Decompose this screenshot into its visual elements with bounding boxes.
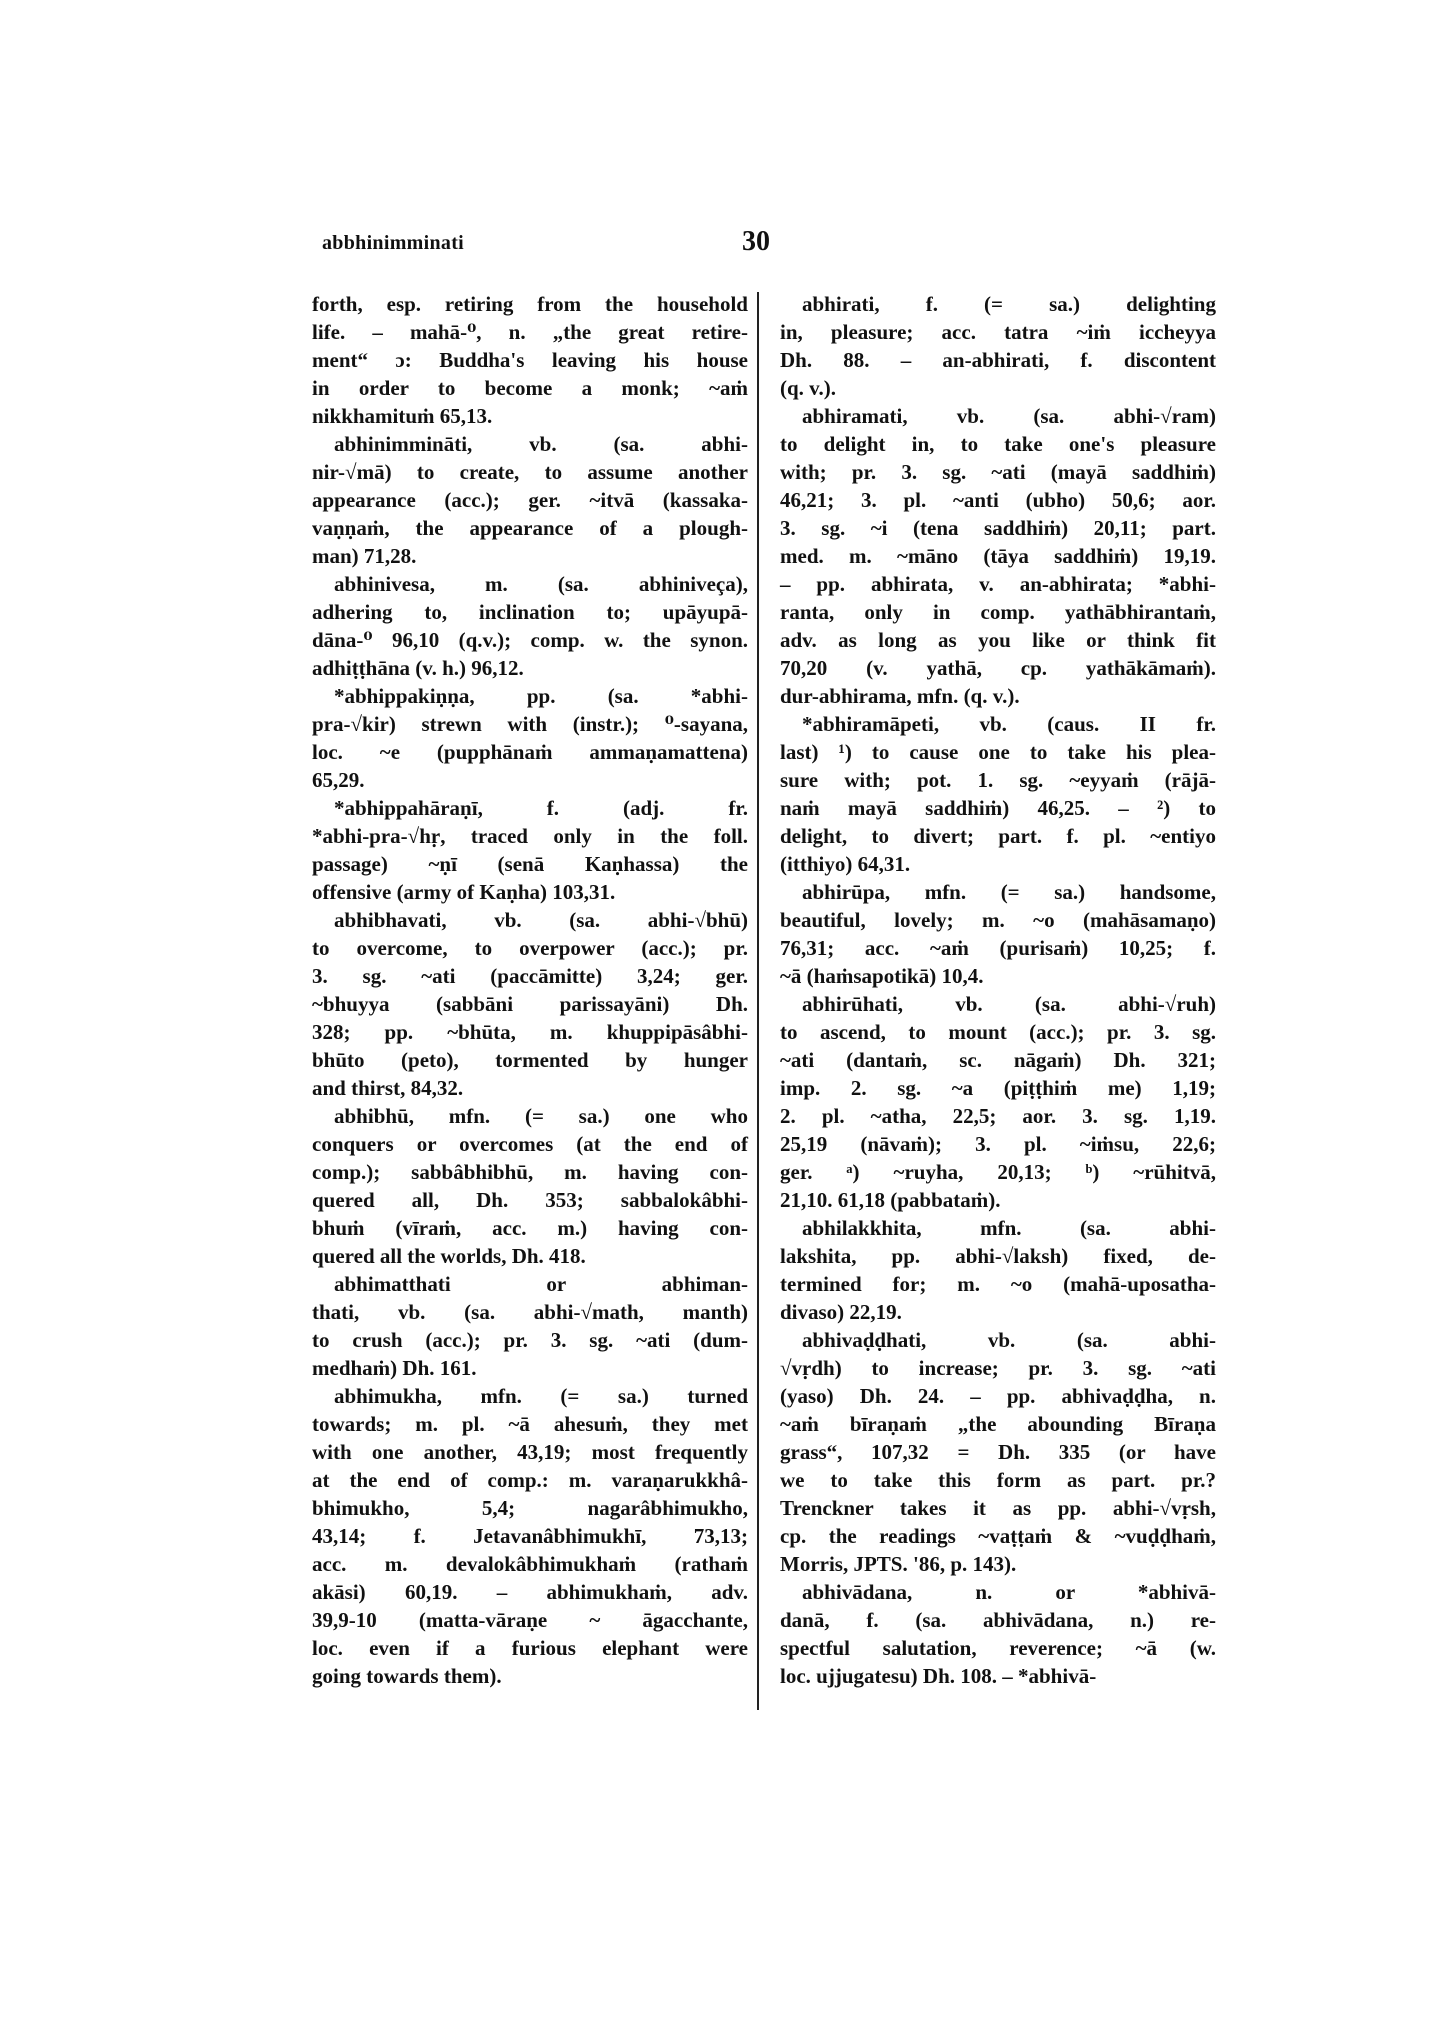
text-line: to ascend, to mount (acc.); pr. 3. sg. [780,1020,1216,1044]
text-line: 3. sg. ~ati (paccāmitte) 3,24; ger. [312,964,748,988]
text-line: (itthiyo) 64,31. [780,852,911,876]
text-line: 25,19 (nāvaṁ); 3. pl. ~iṁsu, 22,6; [780,1132,1216,1156]
text-line: ~bhuyya (sabbāni parissayāni) Dh. [312,992,748,1016]
text-line: bhūto (peto), tormented by hunger [312,1048,748,1072]
text-line: (q. v.). [780,376,837,400]
text-line: sure with; pot. 1. sg. ~eyyaṁ (rājā- [780,768,1216,792]
text-line: 46,21; 3. pl. ~anti (ubho) 50,6; aor. [780,488,1216,512]
entry-headword-line: abhivādana, n. or *abhivā- [802,1580,1216,1604]
text-line: 76,31; acc. ~aṁ (purisaṁ) 10,25; f. [780,936,1216,960]
text-line: naṁ mayā saddhiṁ) 46,25. – ²) to [780,796,1216,820]
text-line: beautiful, lovely; m. ~o (mahāsamaṇo) [780,908,1216,932]
text-line: termined for; m. ~o (mahā-uposatha- [780,1272,1216,1296]
entry-headword-line: abhivaḍḍhati, vb. (sa. abhi- [802,1328,1216,1352]
text-line: offensive (army of Kaṇha) 103,31. [312,880,616,904]
text-line: divaso) 22,19. [780,1300,902,1324]
text-line: quered all, Dh. 353; sabbalokâbhi- [312,1188,748,1212]
text-line: Trenckner takes it as pp. abhi-√vṛsh, [780,1496,1216,1520]
text-line: ~aṁ bīraṇaṁ „the abounding Bīraṇa [780,1412,1216,1436]
text-line: we to take this form as part. pr.? [780,1468,1216,1492]
text-line: 43,14; f. Jetavanâbhimukhī, 73,13; [312,1524,748,1548]
text-line: danā, f. (sa. abhivādana, n.) re- [780,1608,1216,1632]
text-line: 39,9-10 (matta-vāraṇe ~ āgacchante, [312,1608,748,1632]
text-line: 2. pl. ~atha, 22,5; aor. 3. sg. 1,19. [780,1104,1216,1128]
entry-headword-line: abhilakkhita, mfn. (sa. abhi- [802,1216,1216,1240]
text-line: appearance (acc.); ger. ~itvā (kassaka- [312,488,748,512]
text-line: acc. m. devalokâbhimukhaṁ (rathaṁ [312,1552,748,1576]
text-line: spectful salutation, reverence; ~ā (w. [780,1636,1216,1660]
entry-headword-line: abhinimmināti, vb. (sa. abhi- [334,432,748,456]
entry-headword-line: abhiramati, vb. (sa. abhi-√ram) [802,404,1216,428]
text-line: passage) ~ṇī (senā Kaṇhassa) the [312,852,748,876]
entry-headword-line: abhibhū, mfn. (= sa.) one who [334,1104,748,1128]
text-line: delight, to divert; part. f. pl. ~entiyo [780,824,1216,848]
text-line: quered all the worlds, Dh. 418. [312,1244,586,1268]
text-line: pra-√kir) strewn with (instr.); ⁰-sayana, [312,712,748,736]
text-line: going towards them). [312,1664,502,1688]
text-line: adhering to, inclination to; upāyupā- [312,600,748,624]
text-line: vaṇṇaṁ, the appearance of a plough- [312,516,748,540]
text-line: 3. sg. ~i (tena saddhiṁ) 20,11; part. [780,516,1216,540]
text-line: ranta, only in comp. yathābhirantaṁ, [780,600,1216,624]
text-line: last) ¹) to cause one to take his plea- [780,740,1216,764]
text-line: in, pleasure; acc. tatra ~iṁ iccheyya [780,320,1216,344]
text-line: adv. as long as you like or think fit [780,628,1216,652]
text-line: to delight in, to take one's pleasure [780,432,1216,456]
entry-headword-line: *abhiramāpeti, vb. (caus. II fr. [802,712,1216,736]
text-line: bhuṁ (vīraṁ, acc. m.) having con- [312,1216,748,1240]
text-line: in order to become a monk; ~aṁ [312,376,748,400]
text-line: Morris, JPTS. '86, p. 143). [780,1552,1017,1576]
entry-headword-line: abhimukha, mfn. (= sa.) turned [334,1384,748,1408]
text-line: *abhi-pra-√hṛ, traced only in the foll. [312,824,748,848]
left-column [312,290,748,1690]
entry-headword-line: abhirūpa, mfn. (= sa.) handsome, [802,880,1216,904]
text-line: forth, esp. retiring from the household [312,292,748,316]
text-line: loc. ujjugatesu) Dh. 108. – *abhivā- [780,1664,1097,1688]
entry-headword-line: abhirūhati, vb. (sa. abhi-√ruh) [802,992,1216,1016]
text-line: loc. ~e (pupphānaṁ ammaṇamattena) [312,740,748,764]
right-column [780,290,1216,1690]
running-head: abbhinimminati [322,232,465,254]
text-line: man) 71,28. [312,544,417,568]
text-line: dāna-⁰ 96,10 (q.v.); comp. w. the synon. [312,628,748,652]
text-line: to overcome, to overpower (acc.); pr. [312,936,748,960]
text-line: nir-√mā) to create, to assume another [312,460,748,484]
column-divider [757,292,759,1710]
text-line: with; pr. 3. sg. ~ati (mayā saddhiṁ) [780,460,1216,484]
text-line: adhiṭṭhāna (v. h.) 96,12. [312,656,524,680]
entry-headword-line: abhibhavati, vb. (sa. abhi-√bhū) [334,908,748,932]
text-line: bhimukho, 5,4; nagarâbhimukho, [312,1496,748,1520]
text-line: 70,20 (v. yathā, cp. yathākāmaṁ). [780,656,1216,680]
text-line: Dh. 88. – an-abhirati, f. discontent [780,348,1216,372]
text-line: with one another, 43,19; most frequently [312,1440,748,1464]
entry-headword-line: abhirati, f. (= sa.) delighting [802,292,1216,316]
text-line: (yaso) Dh. 24. – pp. abhivaḍḍha, n. [780,1384,1216,1408]
text-line: ~ā (haṁsapotikā) 10,4. [780,964,984,988]
entry-headword-line: *abhippakiṇṇa, pp. (sa. *abhi- [334,684,748,708]
text-line: at the end of comp.: m. varaṇarukkhâ- [312,1468,748,1492]
text-line: lakshita, pp. abhi-√laksh) fixed, de- [780,1244,1216,1268]
text-line: cp. the readings ~vaṭṭaṁ & ~vuḍḍhaṁ, [780,1524,1216,1548]
page-number: 30 [742,226,770,257]
text-line: comp.); sabbâbhibhū, m. having con- [312,1160,748,1184]
text-line: towards; m. pl. ~ā ahesuṁ, they met [312,1412,748,1436]
text-line: – pp. abhirata, v. an-abhirata; *abhi- [780,572,1216,596]
text-line: ment“ ɔ: Buddha's leaving his house [312,348,748,372]
text-line: conquers or overcomes (at the end of [312,1132,748,1156]
text-line: akāsi) 60,19. – abhimukhaṁ, adv. [312,1580,748,1604]
text-line: loc. even if a furious elephant were [312,1636,748,1660]
text-line: 328; pp. ~bhūta, m. khuppipāsâbhi- [312,1020,748,1044]
entry-headword-line: abhimatthati or abhiman- [334,1272,748,1296]
text-line: med. m. ~māno (tāya saddhiṁ) 19,19. [780,544,1216,568]
text-line: ~ati (dantaṁ, sc. nāgaṁ) Dh. 321; [780,1048,1216,1072]
text-line: 21,10. 61,18 (pabbataṁ). [780,1188,1001,1212]
text-line: grass“, 107,32 = Dh. 335 (or have [780,1440,1216,1464]
text-line: medhaṁ) Dh. 161. [312,1356,477,1380]
entry-headword-line: abhinivesa, m. (sa. abhiniveça), [334,572,748,596]
text-line: dur-abhirama, mfn. (q. v.). [780,684,1020,708]
text-line: √vṛdh) to increase; pr. 3. sg. ~ati [780,1356,1216,1380]
entry-headword-line: *abhippahāraṇī, f. (adj. fr. [334,796,748,820]
text-line: ger. ᵃ) ~ruyha, 20,13; ᵇ) ~rūhitvā, [780,1160,1216,1184]
text-line: thati, vb. (sa. abhi-√math, manth) [312,1300,748,1324]
text-line: imp. 2. sg. ~a (piṭṭhiṁ me) 1,19; [780,1076,1216,1100]
text-line: life. – mahā-⁰, n. „the great retire- [312,320,748,344]
text-line: to crush (acc.); pr. 3. sg. ~ati (dum- [312,1328,748,1352]
text-line: and thirst, 84,32. [312,1076,464,1100]
text-line: nikkhamituṁ 65,13. [312,404,493,428]
text-line: 65,29. [312,768,365,792]
